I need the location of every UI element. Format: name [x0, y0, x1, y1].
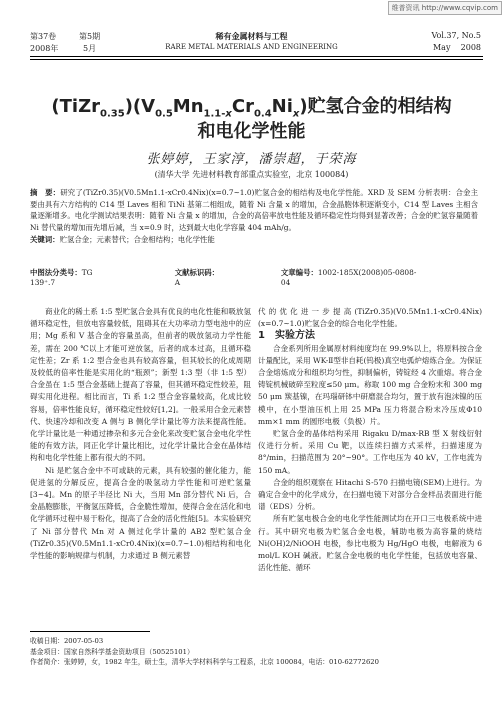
doc-code-value: A [174, 278, 181, 287]
journal-name-cn: 稀有金属材料与工程 [215, 31, 288, 41]
volume-issue-en: Vol.37, No.5 [431, 31, 481, 40]
left-column [30, 306, 251, 562]
volume-label: 第37卷 [30, 32, 57, 41]
year-label: 2008年 [30, 44, 59, 53]
doc-code-label: 文献标识码： [174, 268, 220, 277]
body-paragraph: 合金系列所用金属原材料纯度均在 99.9%以上，将原料按合金计量配比，采用 WK-Ⅱ型非自耗(钨极)真空电弧炉熔炼合金。为保证合金熔炼成分和组织均匀性，抑制偏析，铸锭经 4 次重熔。将合金铸锭机械破碎至粒度≤50 μm。称取 100 mg 合金粉末和 300 mg 50 μm 羰基镍，在玛瑙研钵中研磨混合均匀，置于放有泡沫镍的压模中，在小型油压机上用 25 MPa 压力将混合粉末冷压成Φ10 mm×1 mm 的圆形电极（负极）片。 [258, 343, 482, 426]
title-suffix: 贮氢合金的相结构 [307, 96, 452, 117]
article-number-value: 1002-185X(2008)05-0808-04 [280, 268, 417, 287]
paper-title-line1: $(TiZr_{0.35})(V_{0.5}Mn_{1.1-x}Cr_{0.4}Ni_x)$贮氢合金的相结构 [51, 96, 452, 120]
abstract-label: 摘 要： [30, 188, 61, 197]
fund-info: 基金项目：国家自然科学基金资助项目（50525101） [30, 647, 194, 656]
affiliation: (清华大学 先进材料教育部重点实验室，北京 100084) [154, 170, 349, 179]
abstract [30, 187, 478, 246]
body-paragraph: 合金的组织观察在 Hitachi S-570 扫描电镜(SEM)上进行。为确定合金中的化学成分，在扫描电镜下对部分合金样品表面进行能谱（EDS）分析。 [258, 477, 482, 512]
received-date: 收稿日期：2007-05-03 [30, 637, 104, 645]
body-paragraph: 代的优化进一步提高(TiZr0.35)(V0.5Mn1.1-xCr0.4Nix)(x=0.7~1.0)贮氢合金的综合电化学性能。 [258, 307, 482, 329]
body-paragraph: Ni 是贮氢合金中不可或缺的元素，具有较强的催化能力，能促进氢的分解反应，提高合金的吸氢动力学性能和可逆贮氢量[3~4]。Mn 的原子半径比 Ni 大，当用 Mn 部分替代 Ni 后，合金晶胞膨胀，平衡氢压降低，合金脆性增加，使得合金在活化和电化学循环过程中易于粉化，提高了合金的活化性能[5]。本实验研究了 Ni 部分替代 Mn 对 A 侧过化学计量的 AB2 型贮氢合金(TiZr0.35)(V0.5Mn1.1-xCr0.4Nix)(x=0.7~1.0)相结构和电化学性能的影响规律与机制，力求通过 B 侧元素替 [30, 465, 251, 561]
section-heading: 1 实验方法 [258, 330, 315, 342]
issue-label: 第5期 [79, 32, 101, 41]
right-column [258, 306, 482, 574]
keywords: 贮氢合金；元素替代；合金相结构；电化学性能 [59, 234, 215, 244]
watermark-stamp: 维普资讯 http://www.cqvip.com [388, 1, 502, 15]
footnotes [30, 636, 480, 668]
abstract-text: 研究了(TiZr0.35)(V0.5Mn1.1-xCr0.4Nix)(x=0.7~1.0)贮氢合金的相结构及电化学性能。XRD 及 SEM 分析表明：合金主要由具有六方结构的 C14 型 Laves 相和 TiNi 基第二相组成，随着 Ni 含量 x 的增加，合金晶胞体积逐渐变小，C14 型 Laves 主相含量逐渐增多。电化学测试结果表明：随着 Ni 含量 x 的增加，合金的高倍率放电性能及循环稳定性均得到显著改善；合金的贮氢容量随着 Ni 替代量的增加而先增后减，当 x=0.9 时，达到最大电化学容量 404 mAh/g。 [30, 188, 478, 233]
month-label: 5月 [83, 44, 97, 53]
keywords-label: 关键词： [30, 234, 60, 244]
body-paragraph: 贮氢合金的晶体结构采用 Rigaku D/max-RB 型 X 射线衍射仪进行分析。采用 Cu 靶，以连续扫描方式采样，扫描速度为 8°/min，扫描范围为 20°~90°。工作电压为 40 kV，工作电流为 150 mA。 [258, 429, 482, 475]
date-en: May 2008 [432, 43, 481, 52]
footnote-rule [30, 631, 150, 632]
clc-label: 中图法分类号： [30, 268, 82, 277]
classification-line [30, 267, 478, 287]
paper-title-line2: 和电化学性能 [197, 121, 306, 142]
article-number-label: 文章编号： [280, 268, 318, 277]
body-paragraph: 所有贮氢电极合金的电化学性能测试均在开口三电极系统中进行。其中研究电极为贮氢合金电极，辅助电极为高容量的烧结 Ni(OH)2/NiOOH 电极，参比电极为 Hg/HgO 电极，电解液为 6 mol/L KOH 碱液。贮氢合金电极的电化学性能，包括放电容量、活化性能、循环 [258, 514, 482, 573]
header-rule-thin [30, 59, 483, 60]
header-rule [30, 56, 483, 57]
clc-value: TG 139⁺.7 [30, 268, 93, 287]
authors: 张婷婷，王家淳，潘崇超，于荣海 [146, 152, 357, 167]
journal-name-en: RARE METAL MATERIALS AND ENGINEERING [165, 43, 338, 51]
body-paragraph: 商业化的稀土系 1:5 型贮氢合金具有优良的电化性能和吸放氢循环稳定性，但放电容量较低，阻碍其在大功率动力型电池中的应用；Mg 系和 V 基合金的容量虽高，但前者的吸放氢动力学性能差，需在 200 ℃以上才能可逆放氢，后者的成本过高，且循环稳定性差；Zr 系 1:2 型合金也具有较高容量，但其较长的化成周期及较低的倍率性能是实用化的“瓶颈”；新型 1:3 型（非 1:5 型）合金虽在 1:5 型合金基础上提高了容量，但其循环稳定性较差，阻碍实用化进程。相比而言，Ti 系 1:2 型合金容量较高，化成比较容易，倍率性能良好，循环稳定性较好[1,2]。一般采用合金元素替代、快速冷却和改变 A 侧与 B 侧化学计量比等方法来提高性能。化学计量比是一种通过掺杂和多元合金化来改变贮氢合金电化学性能的有效方法，同正化学计量比相比，过化学计量比合金在晶体结构和电化学性能上都有很大的不同。 [30, 307, 251, 463]
author-bio: 作者简介：张婷婷，女，1982 年生，硕士生，清华大学材料科学与工程系，北京 100084，电话：010-62772620 [30, 658, 379, 666]
